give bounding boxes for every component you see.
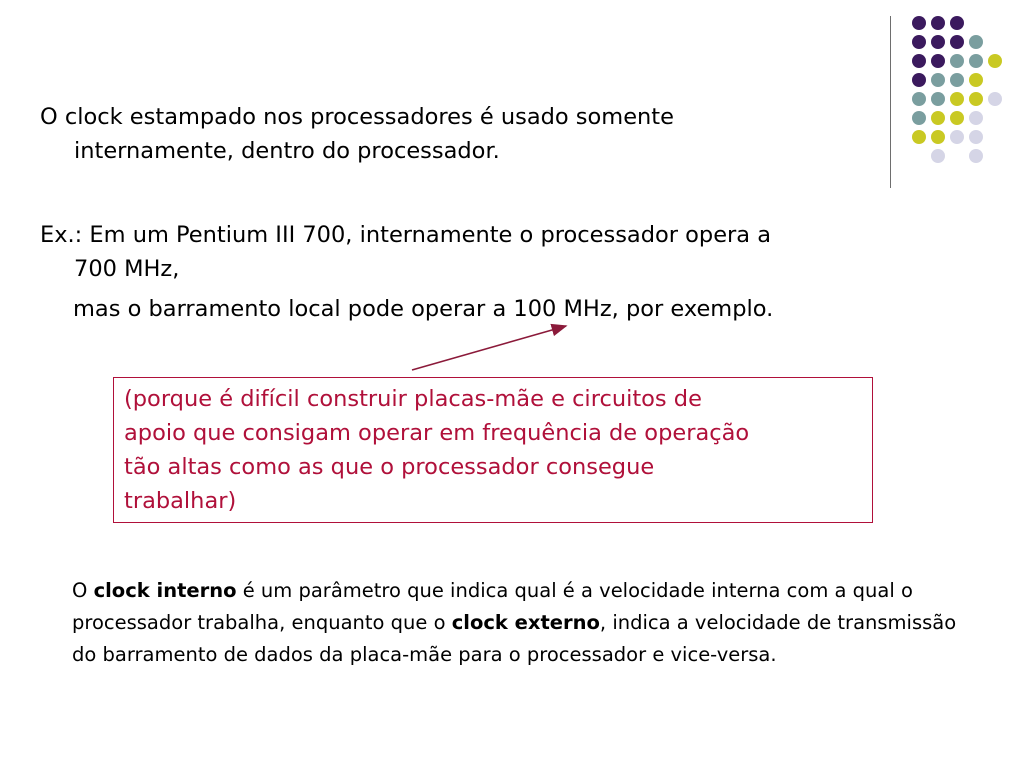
p2-line2: 700 MHz,: [74, 256, 180, 282]
callout-line4: trabalhar): [124, 488, 237, 514]
p2-line1: Ex.: Em um Pentium III 700, internamente o processador opera a: [40, 222, 772, 248]
p1-line2: internamente, dentro do processador.: [74, 138, 500, 164]
p4-text-e: , indica a velocidade de transmissão do barramento de dados da placa-mãe para o processador e vice-versa.: [72, 611, 957, 666]
callout-line2: apoio que consigam operar em frequência de operação: [124, 420, 750, 446]
paragraph-clock-definitions: [72, 575, 967, 671]
term-clock-externo: clock externo: [451, 611, 600, 634]
p4-text-a: O: [72, 579, 94, 602]
callout-line1: (porque é difícil construir placas-mãe e circuitos de: [124, 386, 702, 412]
term-clock-interno: clock interno: [93, 579, 237, 602]
p4-text-c: é um parâmetro que indica qual é a velocidade interna com a qual o processador trabalha, enquanto que o: [72, 579, 913, 634]
callout-text: [124, 382, 864, 518]
callout-line3: tão altas como as que o processador consegue: [124, 454, 655, 480]
paragraph-bus-speed: mas o barramento local pode operar a 100 MHz, por exemplo.: [73, 296, 774, 322]
p1-line1: O clock estampado nos processadores é usado somente: [40, 104, 674, 130]
